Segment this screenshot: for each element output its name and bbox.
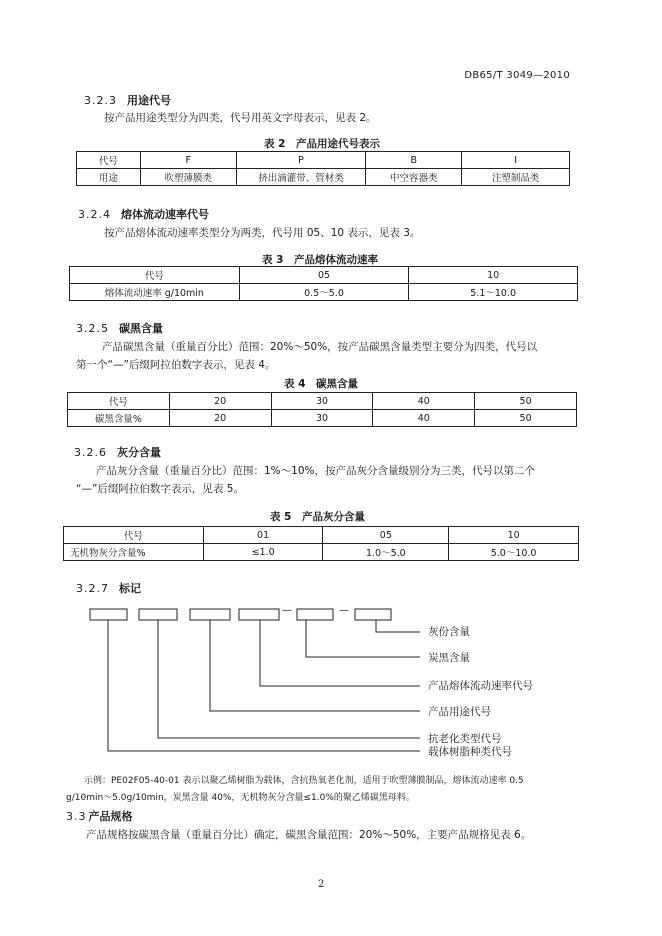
table-cell: 01 xyxy=(203,527,323,544)
section-number: 3.2.6 xyxy=(74,446,107,459)
mark-label-carbon: 炭黑含量 xyxy=(428,652,470,664)
section-number: 3.3 xyxy=(66,810,87,823)
mark-box-aging xyxy=(139,609,177,620)
table-cell: 无机物灰分含量% xyxy=(64,544,204,561)
mark-label-resin: 载体树脂种类代号 xyxy=(428,746,512,758)
table-cell: 代号 xyxy=(64,527,204,544)
mark-box-resin xyxy=(90,609,127,620)
table-cell: 50 xyxy=(475,410,577,427)
mark-box-usage xyxy=(190,609,230,620)
leader-line xyxy=(260,620,420,686)
section-3-3-heading xyxy=(66,808,133,824)
mark-label-ash: 灰份含量 xyxy=(428,626,470,638)
section-title: 灰分含量 xyxy=(117,446,161,459)
section-title: 碳黑含量 xyxy=(119,322,163,335)
mark-label-usage: 产品用途代号 xyxy=(428,706,491,718)
table-cell: 用途 xyxy=(77,169,141,186)
table-cell: 熔体流动速率 g/10min xyxy=(70,284,240,301)
section-title: 熔体流动速率代号 xyxy=(121,208,209,221)
table-cell: 5.0～10.0 xyxy=(449,544,579,561)
table-2-caption: 表 2 产品用途代号表示 xyxy=(264,138,380,150)
section-number: 3.2.4 xyxy=(78,208,111,221)
example-line-2: g/10min～5.0g/10min，炭黑含量 40%，无机物灰分含量≤1.0%的聚乙烯碳黑母料。 xyxy=(66,793,415,803)
section-title: 用途代号 xyxy=(127,94,171,107)
table-cell: 05 xyxy=(239,267,409,284)
mark-dash: — xyxy=(339,605,349,616)
section-number: 3.2.7 xyxy=(76,582,109,595)
table-cell: 20 xyxy=(169,393,271,410)
table-cell: 50 xyxy=(475,393,577,410)
table-cell: 0.5～5.0 xyxy=(239,284,409,301)
table-cell: 吹塑薄膜类 xyxy=(140,169,236,186)
table-cell: 20 xyxy=(169,410,271,427)
table-cell: 30 xyxy=(271,393,373,410)
table-cell: 05 xyxy=(323,527,449,544)
leader-line xyxy=(306,620,420,657)
table-cell: 10 xyxy=(449,527,579,544)
mark-box-carbon xyxy=(297,609,333,620)
table-cell: 30 xyxy=(271,410,373,427)
section-3-2-6-text-line-2: “—”后缀阿拉伯数字表示，见表 5。 xyxy=(76,483,244,495)
page-number: 2 xyxy=(318,879,325,890)
mark-box-melt-rate xyxy=(239,609,279,620)
table-cell: 40 xyxy=(373,393,475,410)
mark-dash: — xyxy=(282,605,292,616)
section-number: 3.2.3 xyxy=(84,94,117,107)
table-cell: 10 xyxy=(409,267,578,284)
mark-box-ash xyxy=(355,609,391,620)
table-cell: 注塑制品类 xyxy=(462,169,570,186)
section-3-2-4-text: 按产品熔体流动速率类型分为两类，代号用 05、10 表示，见表 3。 xyxy=(104,227,421,239)
table-cell: 代号 xyxy=(70,267,240,284)
table-cell: F xyxy=(140,152,236,169)
section-3-3-text: 产品规格按碳黑含量（重量百分比）确定，碳黑含量范围：20%～50%，主要产品规格见表 6。 xyxy=(86,829,532,841)
table-cell: 挤出滴灌带、管材类 xyxy=(236,169,366,186)
table-cell: B xyxy=(366,152,462,169)
table-4-caption: 表 4 碳黑含量 xyxy=(284,378,358,390)
leader-line xyxy=(376,620,420,632)
section-title: 标记 xyxy=(119,582,141,595)
table-cell: P xyxy=(236,152,366,169)
leader-line xyxy=(158,620,420,738)
example-line-1: 示例：PE02F05-40-01 表示以聚乙烯树脂为载体，含抗热氧老化剂，适用于吹塑薄膜制品，熔体流动速率 0.5 xyxy=(84,776,524,786)
section-number: 3.2.5 xyxy=(76,322,109,335)
section-3-2-3-text: 按产品用途类型分为四类，代号用英文字母表示，见表 2。 xyxy=(104,112,377,124)
table-cell: 5.1～10.0 xyxy=(409,284,578,301)
section-3-2-6-text-line-1: 产品灰分含量（重量百分比）范围：1%～10%，按产品灰分含量级别分为三类，代号以第二个 xyxy=(96,465,535,477)
mark-label-aging: 抗老化类型代号 xyxy=(428,733,502,745)
section-title: 产品规格 xyxy=(88,810,133,823)
table-cell: I xyxy=(462,152,570,169)
table-cell: 代号 xyxy=(77,152,141,169)
mark-label-melt-rate: 产品熔体流动速率代号 xyxy=(428,680,533,692)
table-cell: 1.0～5.0 xyxy=(323,544,449,561)
table-cell: 碳黑含量% xyxy=(68,410,170,427)
section-3-2-5-text-line-2: 第一个“—”后缀阿拉伯数字表示，见表 4。 xyxy=(76,359,276,371)
table-cell: ≤1.0 xyxy=(203,544,323,561)
table-cell: 中空容器类 xyxy=(366,169,462,186)
table-5-caption: 表 5 产品灰分含量 xyxy=(270,511,365,523)
table-cell: 代号 xyxy=(68,393,170,410)
document-code: DB65/T 3049—2010 xyxy=(464,70,570,81)
section-3-2-5-text-line-1: 产品碳黑含量（重量百分比）范围：20%～50%，按产品碳黑含量类型主要分为四类，代号以 xyxy=(102,341,538,353)
table-cell: 40 xyxy=(373,410,475,427)
leader-line xyxy=(210,620,420,711)
table-3-caption: 表 3 产品熔体流动速率 xyxy=(262,254,378,266)
